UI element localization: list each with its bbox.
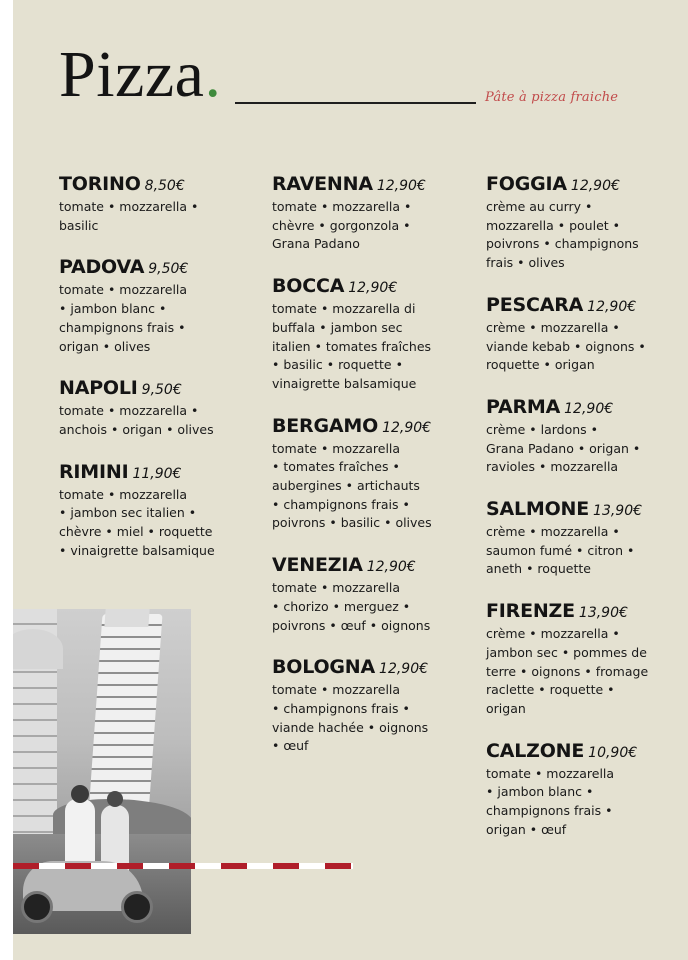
pizza-item-header (59, 172, 239, 198)
pizza-name: BOCCA (272, 275, 345, 298)
photo-wheel-back (121, 891, 153, 923)
pizza-item (486, 395, 681, 477)
menu-column-3 (486, 172, 681, 859)
pizza-item-header (486, 497, 681, 523)
pizza-item (59, 172, 239, 235)
pizza-name: CALZONE (486, 739, 585, 762)
pizza-item-header (486, 739, 681, 765)
pizza-price: 11,90€ (132, 465, 182, 482)
pizza-price: 12,90€ (564, 400, 614, 417)
pizza-name: PADOVA (59, 256, 145, 279)
pizza-item-header (272, 655, 462, 681)
pizza-item (59, 255, 239, 356)
pizza-item (486, 293, 681, 375)
photo-dome (13, 629, 63, 669)
pizza-item (272, 274, 462, 394)
pizza-ingredients: crème au curry • mozzarella • poulet • poivrons • champignons frais • olives (486, 199, 639, 271)
pizza-item-header (59, 460, 239, 486)
pizza-item (272, 414, 462, 534)
title-text: Pizza (59, 38, 205, 111)
pizza-item (486, 599, 681, 719)
photo-head-man (71, 785, 89, 803)
pizza-ingredients: tomate • mozzarella • jambon blanc • champignons frais • origan • œuf (486, 765, 615, 837)
pizza-price: 13,90€ (593, 503, 643, 520)
pizza-item (486, 172, 681, 273)
pizza-price: 12,90€ (348, 280, 398, 297)
tagline: Pâte à pizza fraiche (485, 90, 619, 105)
pizza-price: 9,50€ (141, 382, 182, 399)
pizza-price: 12,90€ (382, 419, 432, 436)
pizza-item-header (272, 274, 462, 300)
pizza-item-header (272, 172, 462, 198)
photo-wheel-front (21, 891, 53, 923)
photo-person-man (65, 799, 95, 869)
pizza-price: 9,50€ (148, 261, 189, 278)
pizza-item (272, 553, 462, 635)
pizza-name: RAVENNA (272, 173, 373, 195)
pizza-item (272, 172, 462, 254)
pizza-item-header (59, 376, 239, 402)
pizza-item-header (272, 553, 462, 579)
title-dot: . (204, 38, 222, 111)
pizza-item-header (486, 293, 681, 319)
pizza-ingredients: crème • lardons • Grana Padano • origan • ravioles • mozzarella (486, 421, 641, 475)
pizza-name: FOGGIA (486, 173, 567, 195)
pizza-name: SALMONE (486, 498, 590, 521)
pizza-ingredients: tomate • mozzarella • champignons frais • viande hachée • oignons • œuf (272, 682, 429, 754)
pizza-ingredients: tomate • mozzarella • jambon blanc • champignons frais • origan • olives (59, 282, 188, 354)
pizza-price: 12,90€ (376, 178, 426, 194)
pizza-name: BOLOGNA (272, 656, 376, 679)
pizza-name: VENEZIA (272, 554, 363, 577)
photo-head-woman (107, 791, 123, 807)
pizza-ingredients: tomate • mozzarella di buffala • jambon sec italien • tomates fraîches • basilic • roquette • vinaigrette balsamique (272, 301, 432, 391)
pizza-ingredients: tomate • mozzarella • jambon sec italien • chèvre • miel • roquette • vinaigrette balsamique (59, 486, 215, 558)
pizza-ingredients: tomate • mozzarella • basilic (59, 199, 199, 233)
pizza-name: PESCARA (486, 293, 584, 316)
pizza-item (59, 376, 239, 439)
pizza-name: FIRENZE (486, 600, 575, 623)
menu-column-2 (272, 172, 462, 776)
pizza-item (486, 739, 681, 840)
pizza-price: 12,90€ (587, 298, 637, 315)
pizza-name: PARMA (486, 395, 561, 418)
pizza-ingredients: tomate • mozzarella • anchois • origan • olives (59, 403, 214, 437)
pizza-name: RIMINI (59, 460, 129, 483)
page-title (59, 38, 222, 111)
pizza-price: 10,90€ (588, 744, 638, 761)
pizza-item-header (486, 172, 681, 198)
pizza-ingredients: tomate • mozzarella • chorizo • merguez • poivrons • œuf • oignons (272, 580, 431, 633)
photo-tower (87, 614, 162, 829)
pizza-ingredients: tomate • mozzarella • chèvre • gorgonzola • Grana Padano (272, 199, 412, 252)
red-white-stripe (13, 863, 353, 869)
pizza-price: 8,50€ (144, 178, 185, 194)
pizza-item-header (486, 599, 681, 625)
pizza-price: 12,90€ (379, 661, 429, 678)
pizza-price: 12,90€ (366, 559, 416, 576)
pizza-price: 12,90€ (570, 178, 620, 194)
pizza-name: BERGAMO (272, 414, 379, 437)
pizza-item-header (486, 395, 681, 421)
leaning-tower-photo (13, 609, 191, 934)
pizza-item-header (59, 255, 239, 281)
pizza-item-header (272, 414, 462, 440)
pizza-name: NAPOLI (59, 377, 138, 400)
pizza-item (486, 497, 681, 579)
pizza-price: 13,90€ (578, 605, 628, 622)
menu-column-1 (59, 172, 239, 580)
pizza-ingredients: crème • mozzarella • jambon sec • pommes de terre • oignons • fromage raclette • roquette • origan (486, 626, 649, 716)
pizza-name: TORINO (59, 173, 141, 195)
pizza-ingredients: crème • mozzarella • saumon fumé • citron • aneth • roquette (486, 524, 635, 577)
menu-page (13, 0, 688, 960)
photo-tower-cap (104, 609, 149, 627)
pizza-ingredients: crème • mozzarella • viande kebab • oignons • roquette • origan (486, 319, 646, 373)
pizza-item (59, 460, 239, 561)
pizza-ingredients: tomate • mozzarella • tomates fraîches • aubergines • artichauts • champignons frais • poivrons • basilic • olives (272, 440, 432, 531)
pizza-item (272, 655, 462, 756)
title-rule (235, 102, 476, 104)
